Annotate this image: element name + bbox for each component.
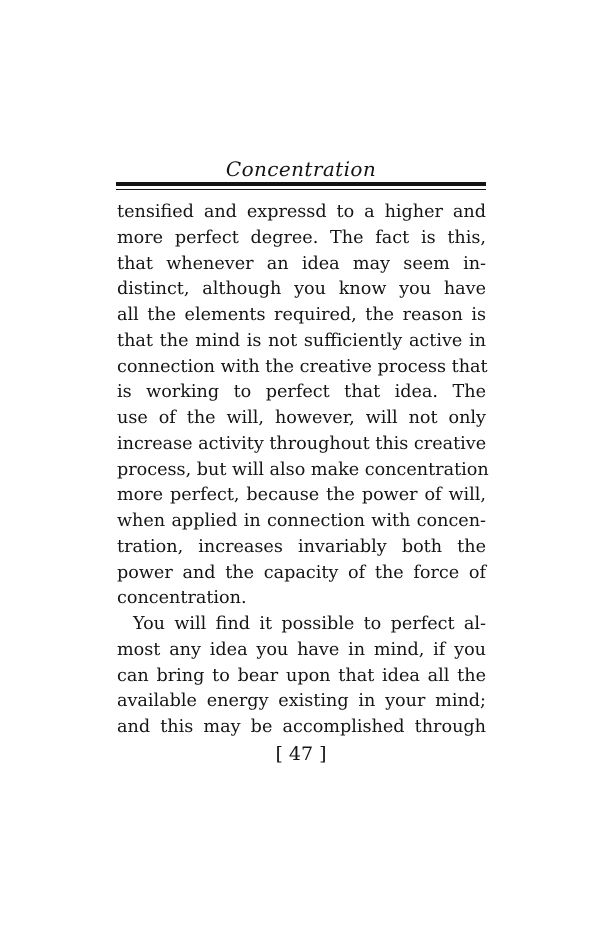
text-line: process, but will also make concentration <box>117 459 489 480</box>
text-line-paragraph-start: You will find it possible to perfect al- <box>133 614 486 634</box>
text-line: is working to perfect that idea. The <box>117 382 486 403</box>
text-line: and this may be accomplished through <box>117 717 486 737</box>
running-head: Concentration <box>225 157 377 181</box>
text-line: increase activity throughout this creative <box>117 433 487 454</box>
text-line: available energy existing in your mind; <box>117 691 486 712</box>
text-line: most any idea you have in mind, if you <box>117 639 486 660</box>
text-line: all the elements required, the reason is <box>117 305 486 325</box>
text-line: that whenever an idea may seem in- <box>117 253 486 274</box>
text-line: tration, increases invariably both the <box>117 536 486 557</box>
text-line: when applied in connection with concen- <box>117 511 486 531</box>
text-line: more perfect, because the power of will, <box>117 485 486 506</box>
text-line: more perfect degree. The fact is this, <box>117 227 486 248</box>
header-rule-thin <box>116 189 486 190</box>
page-number: [ 47 ] <box>275 743 327 765</box>
text-line: tensified and expressd to a higher and <box>117 202 486 222</box>
text-line: can bring to bear upon that idea all the <box>117 665 486 686</box>
text-line: distinct, although you know you have <box>117 279 486 300</box>
text-line-paragraph-end: concentration. <box>117 588 247 609</box>
text-line: use of the will, however, will not only <box>117 408 486 428</box>
text-line: connection with the creative process that <box>117 356 488 377</box>
header-rule-thick <box>116 182 486 186</box>
text-line: power and the capacity of the force of <box>117 562 486 583</box>
body-text <box>117 200 489 741</box>
text-line: that the mind is not sufficiently active in <box>117 330 486 351</box>
